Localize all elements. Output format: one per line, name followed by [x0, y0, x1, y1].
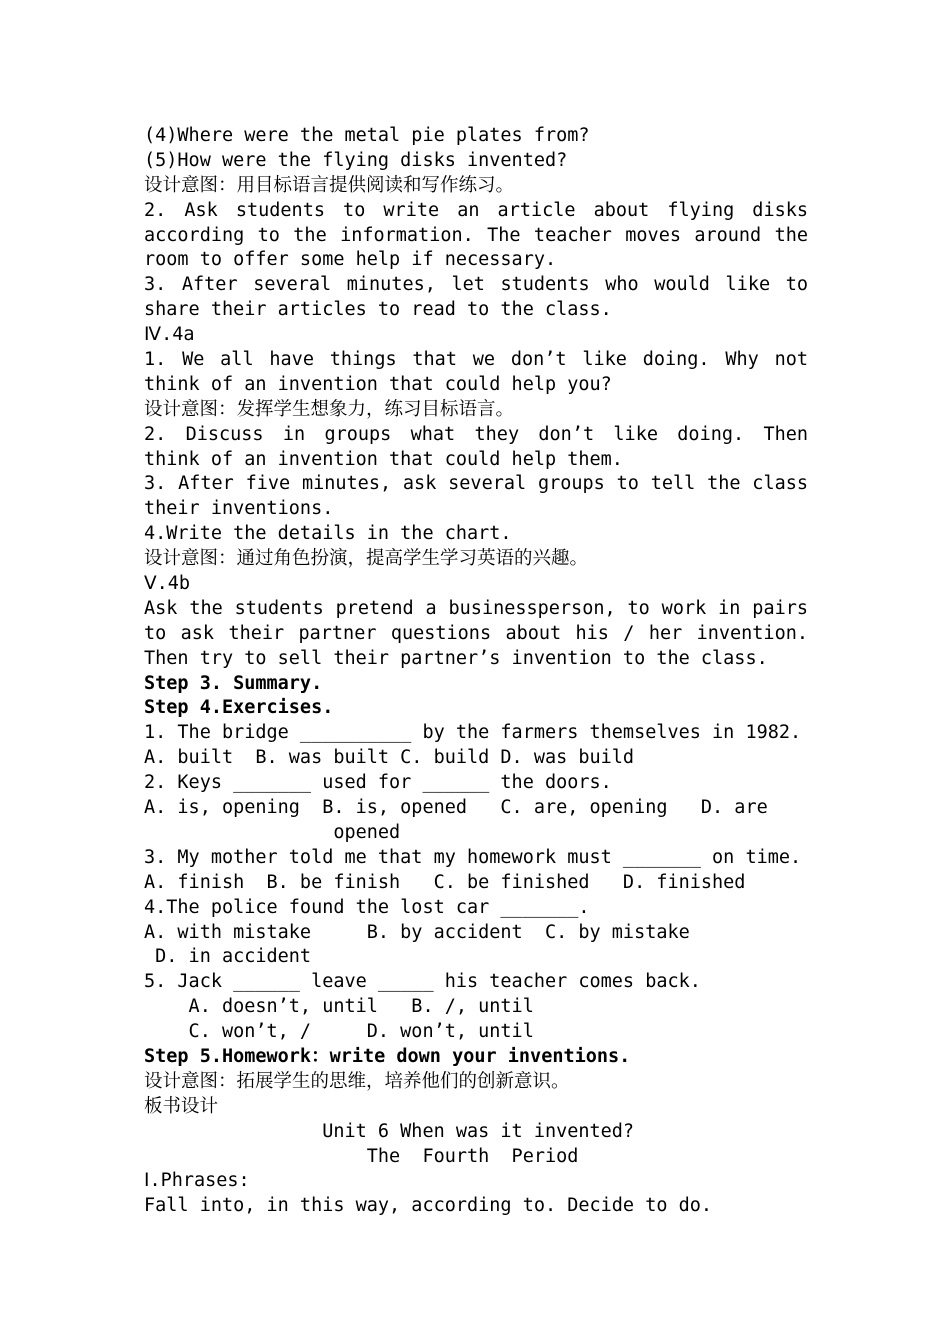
text-line: to ask their partner questions about his / her invention.	[144, 622, 808, 644]
text-line: Ⅰ.Phrases:	[144, 1170, 250, 1192]
text-line: 设计意图：通过角色扮演，提高学生学习英语的兴趣。	[144, 548, 589, 570]
text-line: according to the information. The teacher moves around the	[144, 224, 808, 246]
text-line: 设计意图：发挥学生想象力，练习目标语言。	[144, 398, 515, 420]
text-line: Step 3. Summary.	[144, 672, 323, 694]
text-line: 板书设计	[144, 1095, 219, 1117]
text-line: 2. Ask students to write an article about flying disks	[144, 199, 808, 221]
text-line: 5. Jack ______ leave _____ his teacher comes back.	[144, 971, 701, 993]
text-line: Fall into, in this way, according to. Decide to do.	[144, 1195, 713, 1217]
text-line: their inventions.	[144, 498, 334, 520]
text-line: A. built B. was built C. build D. was build	[144, 747, 635, 769]
text-line: 3. My mother told me that my homework must _______ on time.	[144, 846, 802, 868]
text-line: Step 4.Exercises.	[144, 697, 334, 719]
text-line: Ask the students pretend a businessperson, to work in pairs	[144, 597, 808, 619]
text-line: A. is, opening B. is, opened C. are, opening D. are	[144, 797, 768, 819]
document-page	[144, 124, 808, 1219]
text-line: opened	[144, 821, 401, 843]
text-line: room to offer some help if necessary.	[144, 249, 557, 271]
text-line: 4.The police found the lost car _______.	[144, 896, 590, 918]
text-line: D. in accident	[144, 946, 312, 968]
text-line: 2. Discuss in groups what they don’t like doing. Then	[144, 423, 808, 445]
text-line: A. doesn’t, until B. /, until	[144, 996, 534, 1018]
text-line: 1. The bridge __________ by the farmers themselves in 1982.	[144, 722, 802, 744]
text-line: Then try to sell their partner’s invention to the class.	[144, 647, 768, 669]
text-line: A. finish B. be finish C. be finished D. finished	[144, 871, 746, 893]
text-line: think of an invention that could help them.	[144, 448, 623, 470]
text-line: 2. Keys _______ used for ______ the doors.	[144, 772, 612, 794]
text-line: 设计意图：拓展学生的思维，培养他们的创新意识。	[144, 1070, 570, 1092]
text-line: C. won’t, / D. won’t, until	[144, 1021, 534, 1043]
text-line: (4)Where were the metal pie plates from?	[144, 125, 590, 146]
text-line: Ⅳ.4a	[144, 324, 195, 346]
text-line: The Fourth Period	[144, 1145, 579, 1167]
text-line: 1. We all have things that we don’t like doing. Why not	[144, 349, 808, 371]
text-line: think of an invention that could help you?	[144, 373, 612, 395]
text-line: A. with mistake B. by accident C. by mistake	[144, 921, 690, 943]
text-line: Ⅴ.4b	[144, 573, 191, 595]
text-line: 设计意图：用目标语言提供阅读和写作练习。	[144, 174, 515, 196]
text-line: 3. After several minutes, let students who would like to	[144, 274, 808, 296]
text-line: 4.Write the details in the chart.	[144, 523, 512, 545]
text-line: share their articles to read to the class.	[144, 299, 612, 321]
text-line: (5)How were the flying disks invented?	[144, 149, 568, 171]
text-line: 3. After five minutes, ask several groups to tell the class	[144, 473, 808, 495]
text-line: Unit 6 When was it invented?	[144, 1120, 635, 1142]
text-line: Step 5.Homework：write down your inventions.	[144, 1045, 631, 1067]
